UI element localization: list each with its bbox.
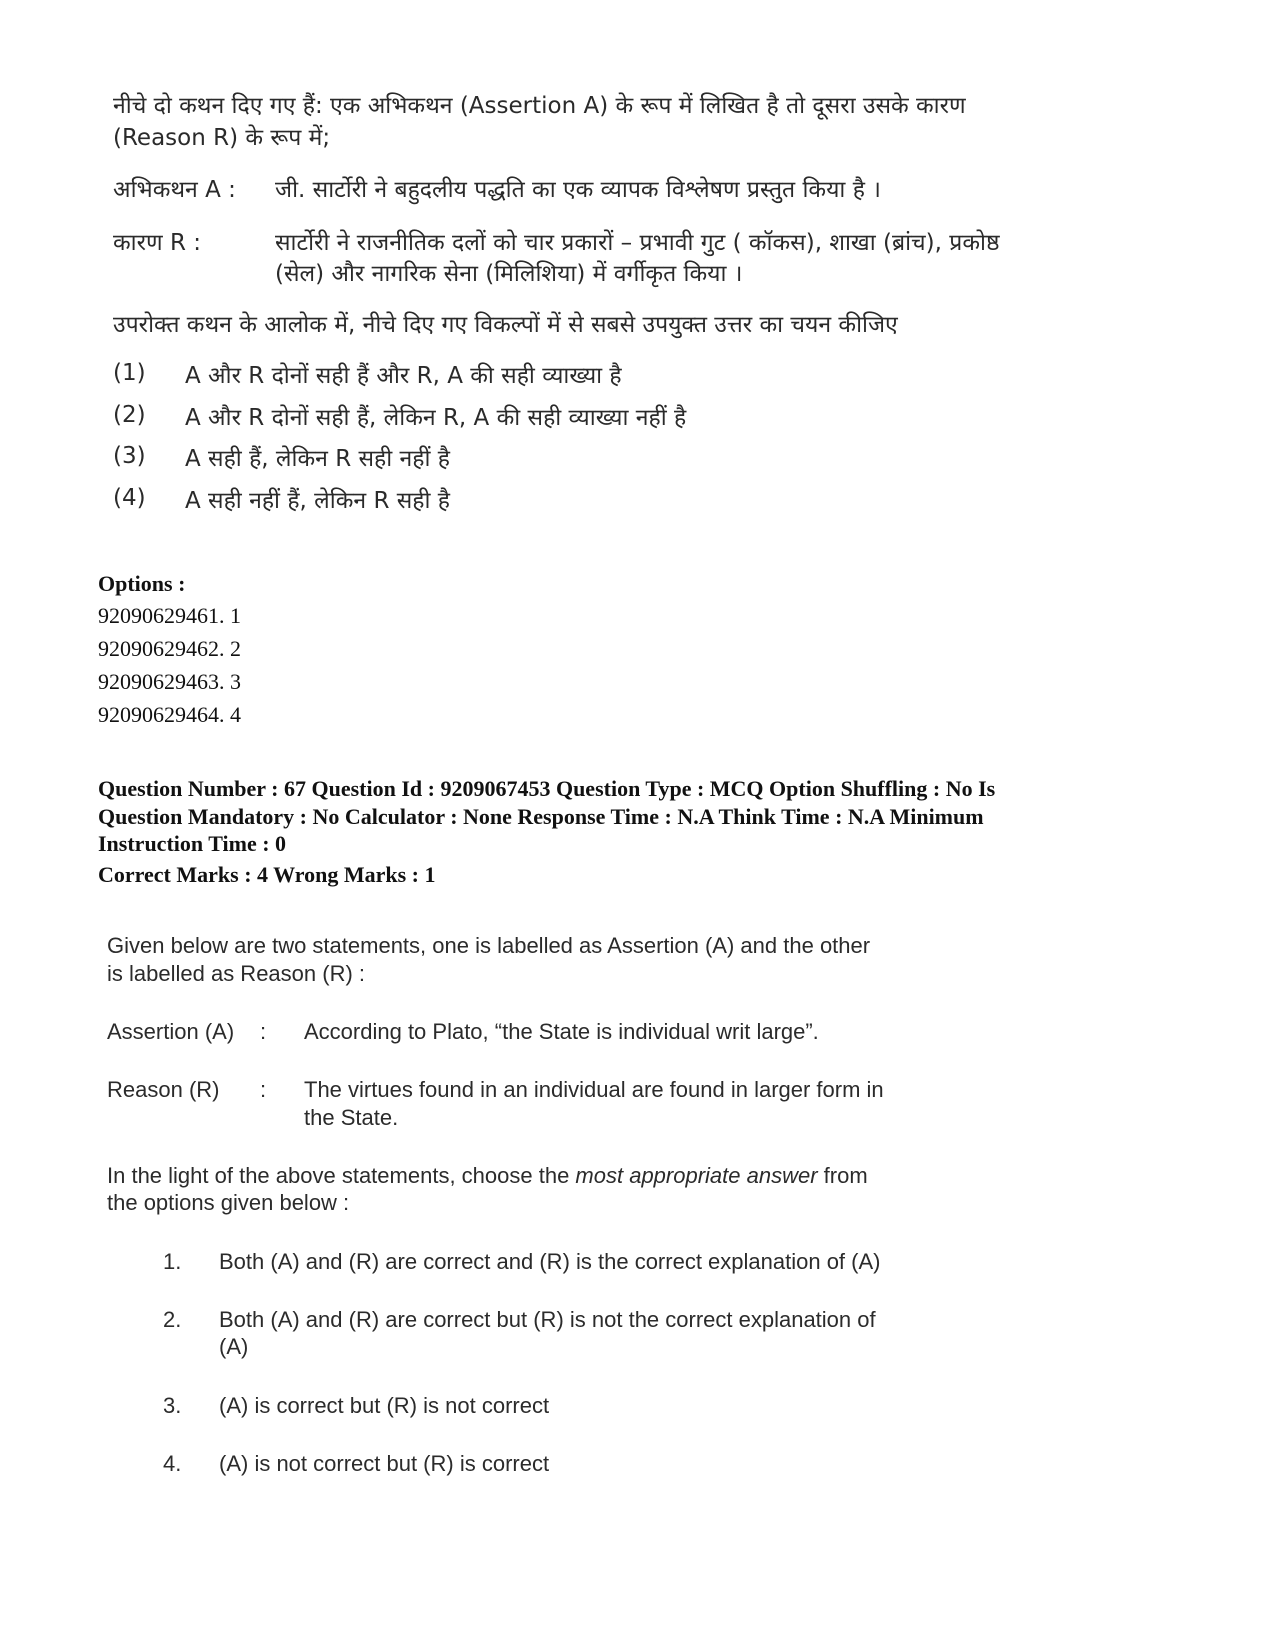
- english-instruction-part1: In the light of the above statements, choose the: [107, 1163, 576, 1188]
- hindi-choice-4-num: (4): [113, 485, 146, 511]
- question-meta-line3: Instruction Time : 0: [98, 831, 287, 856]
- english-choice-2-text-line2: (A): [219, 1334, 249, 1359]
- question-meta-line2: Question Mandatory : No Calculator : None Response Time : N.A Think Time : N.A Minimum: [98, 804, 984, 829]
- english-reason-label: Reason (R): [107, 1077, 220, 1102]
- english-choice-4-text: (A) is not correct but (R) is correct: [219, 1451, 550, 1476]
- hindi-choice-2-text: A और R दोनों सही हैं, लेकिन R, A की सही व्याख्या नहीं है: [185, 405, 687, 431]
- hindi-reason-label: कारण R :: [113, 230, 202, 256]
- english-reason-colon: :: [260, 1077, 267, 1102]
- english-intro-line1: Given below are two statements, one is labelled as Assertion (A) and the other: [107, 933, 871, 958]
- english-reason-line1: The virtues found in an individual are found in larger form in: [304, 1077, 884, 1102]
- hindi-instruction: उपरोक्त कथन के आलोक में, नीचे दिए गए विकल्पों में से सबसे उपयुक्त उत्तर का चयन कीजिए: [113, 312, 898, 338]
- option-item: 92090629462. 2: [98, 636, 241, 661]
- english-intro-line2: is labelled as Reason (R) :: [107, 961, 366, 986]
- english-assertion-label: Assertion (A): [107, 1019, 235, 1044]
- english-assertion-text: According to Plato, “the State is individual writ large”.: [304, 1019, 819, 1044]
- options-heading: Options :: [98, 571, 186, 596]
- english-choice-2-text: Both (A) and (R) are correct but (R) is not the correct explanation of: [219, 1307, 876, 1332]
- english-choice-4-num: 4.: [163, 1451, 182, 1476]
- option-item: 92090629461. 1: [98, 603, 241, 628]
- english-instruction-line2: the options given below :: [107, 1190, 350, 1215]
- english-assertion-colon: :: [260, 1019, 267, 1044]
- question-marks: Correct Marks : 4 Wrong Marks : 1: [98, 862, 436, 887]
- english-instruction-emphasis: most appropriate answer: [575, 1163, 818, 1188]
- hindi-choice-1-text: A और R दोनों सही हैं और R, A की सही व्याख्या है: [185, 363, 622, 389]
- english-choice-3-num: 3.: [163, 1393, 182, 1418]
- hindi-assertion-label: अभिकथन A :: [113, 177, 236, 203]
- hindi-intro-line2: (Reason R) के रूप में;: [113, 125, 331, 151]
- english-choice-2-num: 2.: [163, 1307, 182, 1332]
- english-instruction-part2: from: [817, 1163, 868, 1188]
- option-item: 92090629464. 4: [98, 702, 241, 727]
- hindi-assertion-text: जी. सार्टोरी ने बहुदलीय पद्धति का एक व्यापक विश्लेषण प्रस्तुत किया है ।: [275, 177, 881, 203]
- english-choice-1-text: Both (A) and (R) are correct and (R) is the correct explanation of (A): [219, 1249, 881, 1274]
- hindi-choice-3-text: A सही हैं, लेकिन R सही नहीं है: [185, 446, 450, 472]
- hindi-reason-line2: (सेल) और नागरिक सेना (मिलिशिया) में वर्गीकृत किया ।: [275, 261, 743, 287]
- hindi-choice-3-num: (3): [113, 443, 146, 469]
- hindi-reason-line1: सार्टोरी ने राजनीतिक दलों को चार प्रकारों – प्रभावी गुट ( कॉकस), शाखा (ब्रांच), प्रकोष्ठ: [275, 230, 1000, 256]
- option-item: 92090629463. 3: [98, 669, 241, 694]
- english-instruction-line1: [107, 1163, 868, 1189]
- english-choice-1-num: 1.: [163, 1249, 182, 1274]
- hindi-intro-line1: नीचे दो कथन दिए गए हैं: एक अभिकथन (Assertion A) के रूप में लिखित है तो दूसरा उसके कारण: [113, 93, 966, 119]
- english-reason-line2: the State.: [304, 1105, 399, 1130]
- hindi-choice-4-text: A सही नहीं हैं, लेकिन R सही है: [185, 488, 450, 514]
- english-choice-3-text: (A) is correct but (R) is not correct: [219, 1393, 550, 1418]
- hindi-choice-1-num: (1): [113, 360, 146, 386]
- hindi-choice-2-num: (2): [113, 402, 146, 428]
- question-meta-line1: Question Number : 67 Question Id : 9209067453 Question Type : MCQ Option Shuffling : No Is: [98, 776, 996, 801]
